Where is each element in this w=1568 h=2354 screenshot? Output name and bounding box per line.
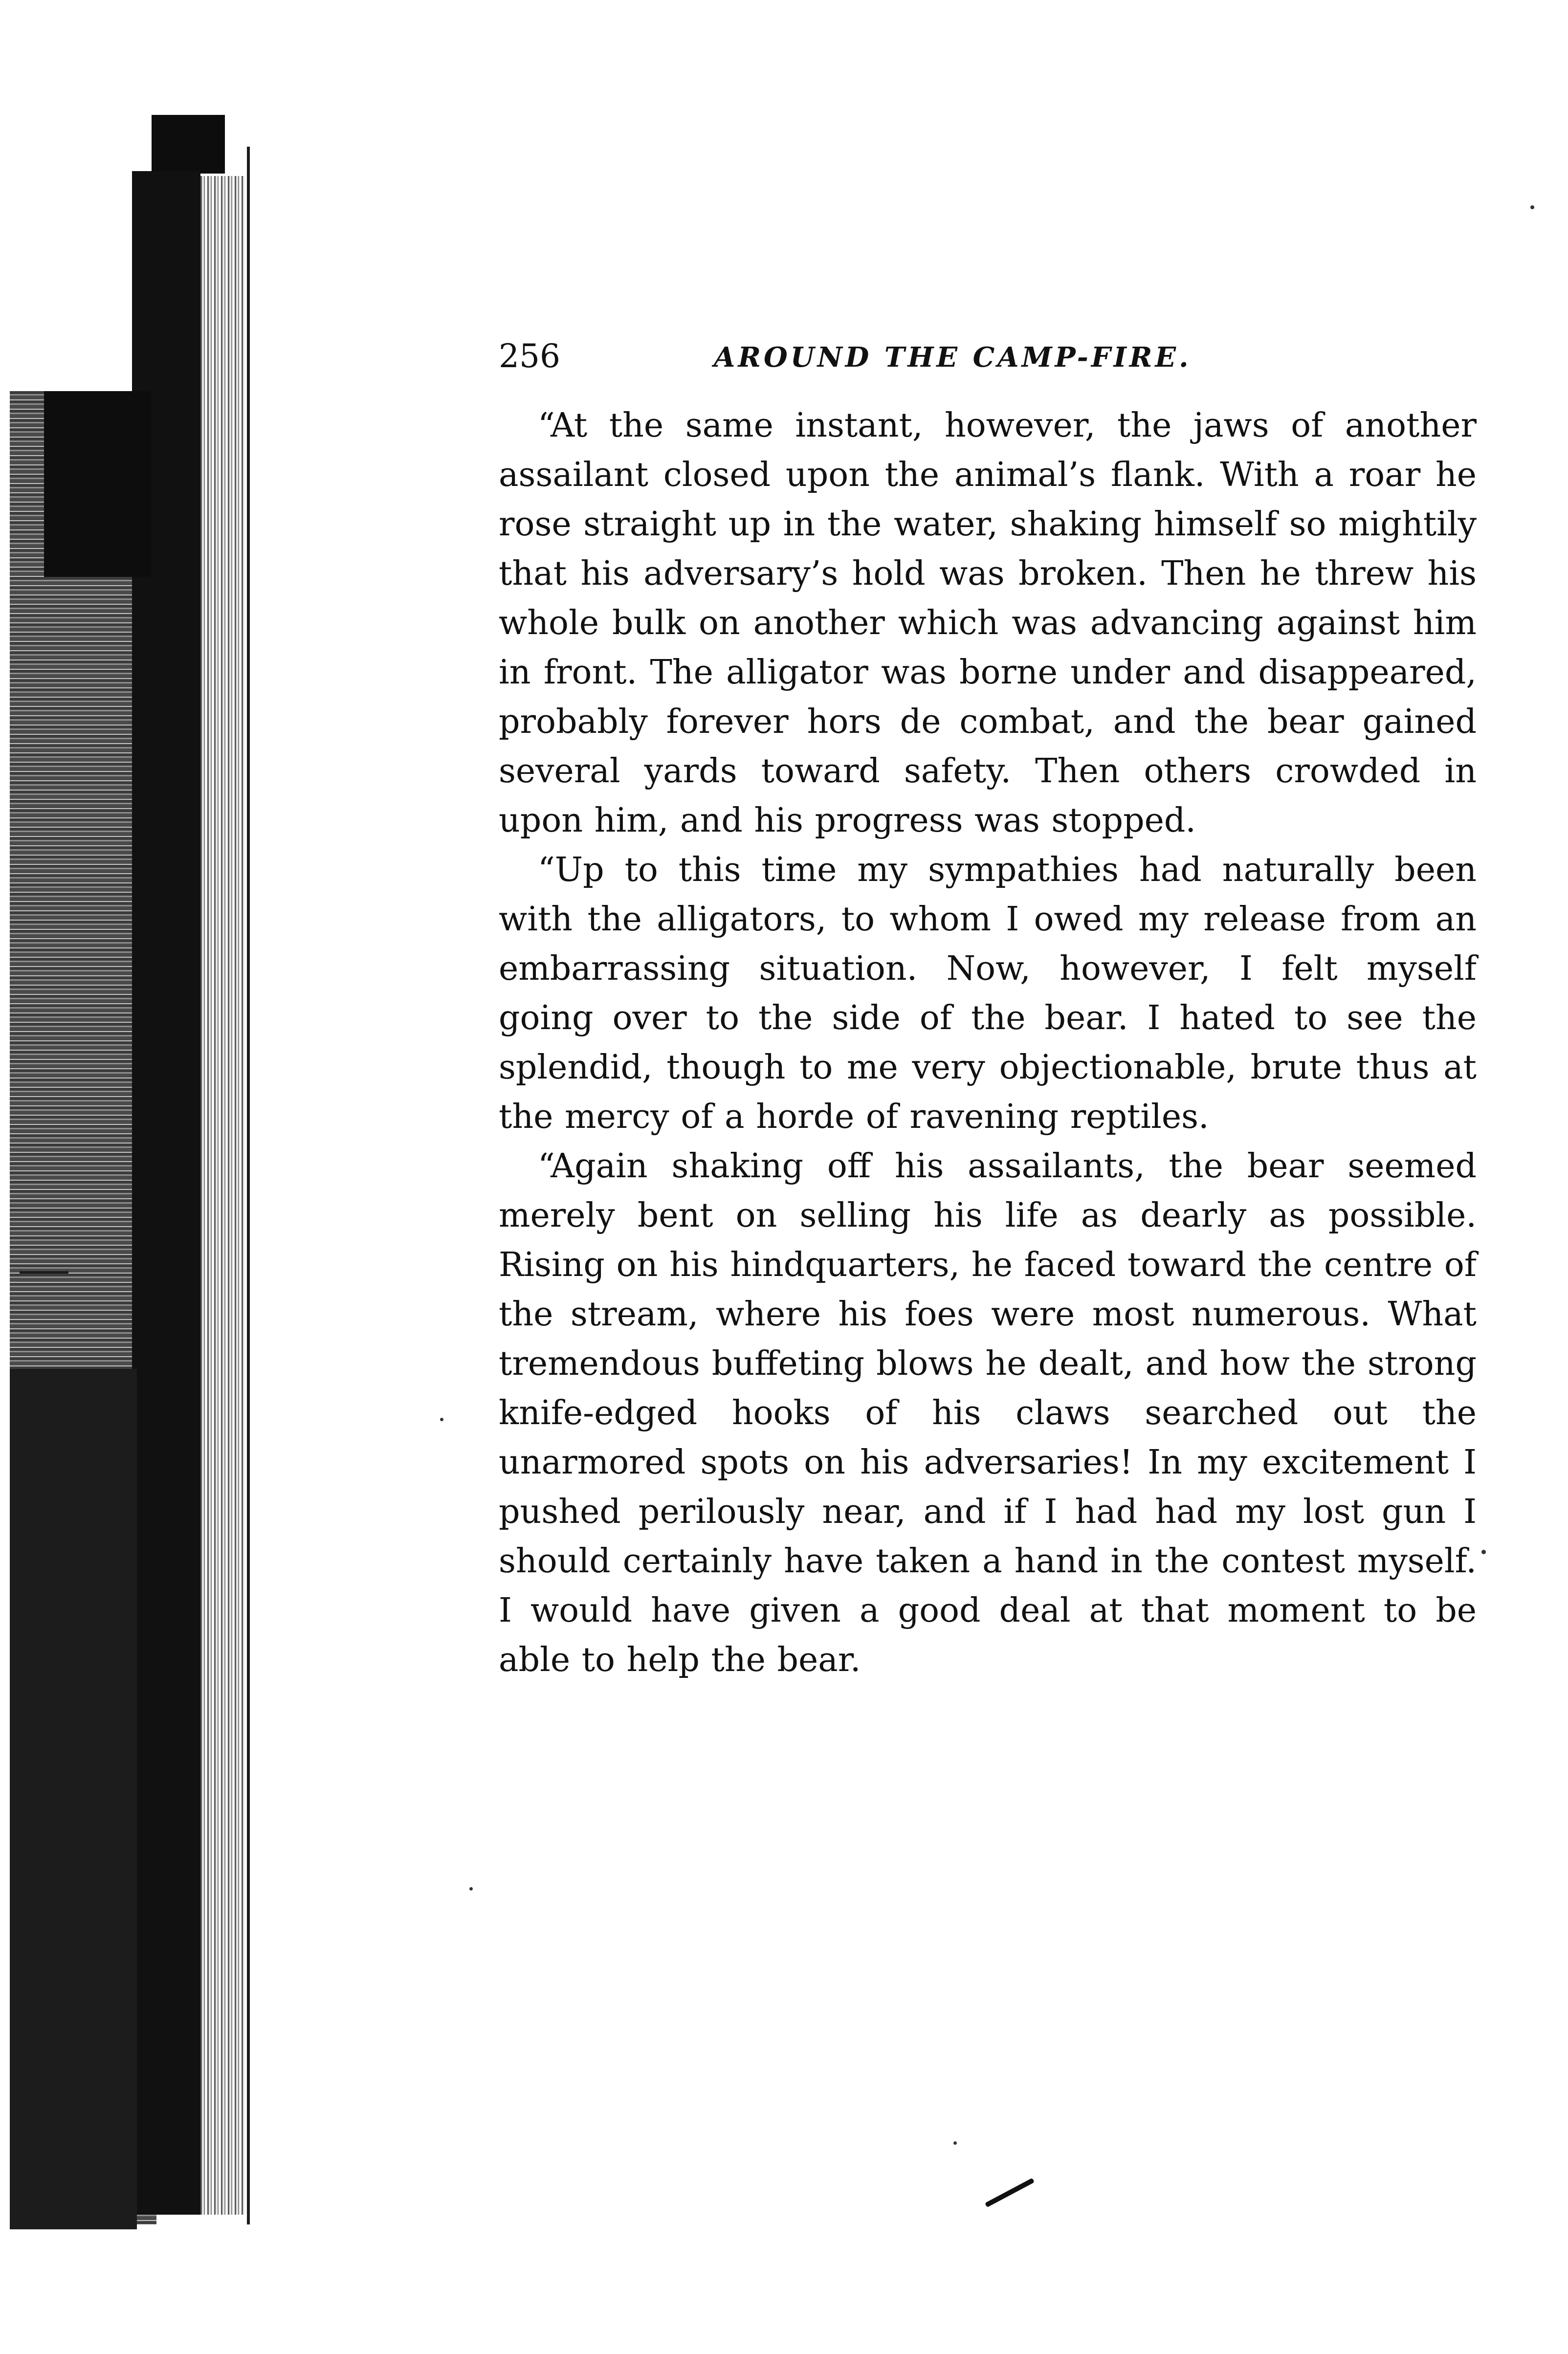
- spine-top-block: [152, 115, 225, 174]
- paragraph-2: “Up to this time my sympathies had naturally been with the alligators, to whom I owed my release from an embarrassing situation. Now, however, I felt myself going over to the side of the bear. I hated to see the splendid, though to me very objectionable, brute thus at the mercy of a horde of ravening reptiles.: [499, 851, 1477, 1136]
- scan-gutter: [0, 0, 274, 2354]
- scan-speck: [953, 2141, 957, 2145]
- spine-block-mid: [44, 391, 152, 577]
- book-page: [499, 318, 1477, 1685]
- page-header: [499, 318, 1477, 391]
- scan-speck: [440, 1418, 443, 1421]
- scan-speck: [1481, 1550, 1486, 1554]
- ink-stroke-mark: [985, 2178, 1035, 2207]
- spine-edge-line: [247, 147, 250, 2224]
- paragraph-3: “Again shaking off his assailants, the bear seemed merely bent on selling his life as dearly as possible. Rising on his hindquarters, he faced toward the centre of the stream, where his foes were most numerous. What tremendous buffeting blows he dealt, and how the strong knife-edged hooks of his claws searched out the unarmored spots on his adversaries! In my excitement I pushed perilously near, and if I had had my lost gun I should certainly have taken a hand in the contest myself. I would have given a good deal at that moment to be able to help the bear.: [499, 1147, 1477, 1679]
- spine-tick: [20, 1271, 68, 1274]
- running-title: AROUND THE CAMP-FIRE.: [714, 341, 1192, 374]
- body-text: [499, 401, 1477, 1685]
- scan-speck: [469, 1887, 473, 1891]
- scan-speck: [1530, 205, 1534, 209]
- page-number: 256: [499, 337, 560, 375]
- paragraph-1: “At the same instant, however, the jaws of another assailant closed upon the animal’s flank. With a roar he rose straight up in the water, shaking himself so mightily that his adversary’s hold was broken. Then he threw his whole bulk on another which was advancing against him in front. The alligator was borne under and disappeared, probably forever hors de combat, and the bear gained several yards toward safety. Then others crowded in upon him, and his progress was stopped.: [499, 406, 1477, 840]
- spine-block-low: [10, 1369, 137, 2229]
- spine-right-texture: [200, 176, 244, 2215]
